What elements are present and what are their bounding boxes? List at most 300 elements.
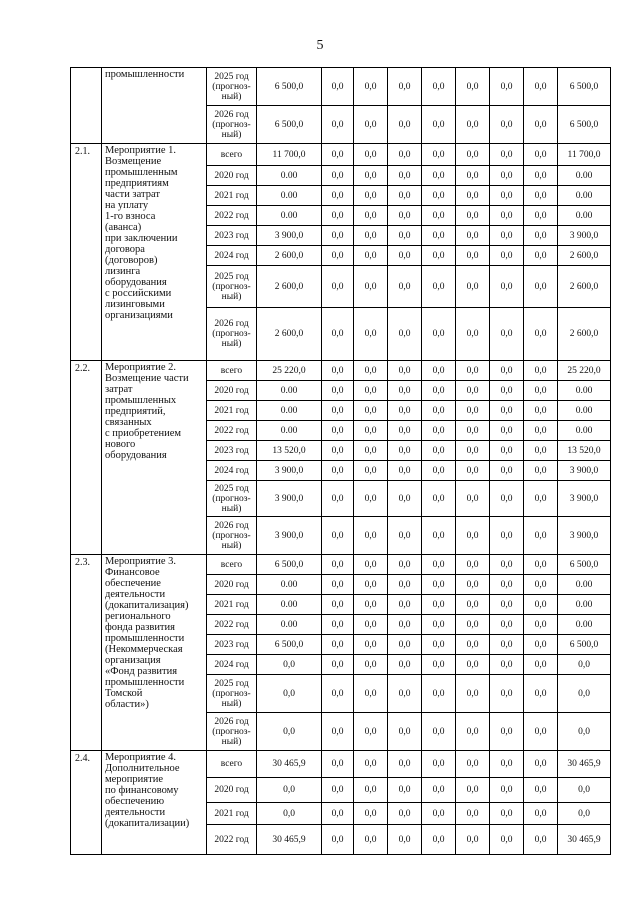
value-cell: 0,0 bbox=[524, 461, 558, 481]
value-cell: 0,0 bbox=[354, 266, 388, 308]
value-cell: 0,0 bbox=[456, 481, 490, 517]
value-cell: 0,0 bbox=[456, 713, 490, 751]
value-cell: 0,0 bbox=[354, 713, 388, 751]
value-cell: 0,0 bbox=[524, 68, 558, 106]
value-cell: 0,0 bbox=[322, 575, 354, 595]
value-cell: 0.00 bbox=[558, 595, 611, 615]
value-cell: 0,0 bbox=[524, 595, 558, 615]
value-cell: 0,0 bbox=[354, 381, 388, 401]
value-cell: 0,0 bbox=[354, 106, 388, 144]
year-cell: 2020 год bbox=[207, 778, 257, 803]
value-cell: 0,0 bbox=[456, 595, 490, 615]
value-cell: 0,0 bbox=[524, 421, 558, 441]
year-cell: 2024 год bbox=[207, 655, 257, 675]
value-cell: 0,0 bbox=[388, 166, 422, 186]
value-cell: 0,0 bbox=[388, 186, 422, 206]
value-cell: 0,0 bbox=[456, 825, 490, 855]
value-cell: 0.00 bbox=[257, 595, 322, 615]
value-cell: 0,0 bbox=[354, 441, 388, 461]
value-cell: 0,0 bbox=[490, 461, 524, 481]
value-cell: 0,0 bbox=[490, 575, 524, 595]
value-cell: 0,0 bbox=[524, 226, 558, 246]
value-cell: 3 900,0 bbox=[558, 226, 611, 246]
value-cell: 0,0 bbox=[388, 106, 422, 144]
value-cell: 0,0 bbox=[322, 615, 354, 635]
value-cell: 0,0 bbox=[422, 421, 456, 441]
value-cell: 0,0 bbox=[422, 517, 456, 555]
value-cell: 0,0 bbox=[524, 481, 558, 517]
value-cell: 0,0 bbox=[490, 517, 524, 555]
value-cell: 30 465,9 bbox=[257, 751, 322, 778]
value-cell: 0,0 bbox=[322, 381, 354, 401]
value-cell: 0,0 bbox=[524, 144, 558, 166]
value-cell: 0,0 bbox=[388, 751, 422, 778]
value-cell: 13 520,0 bbox=[558, 441, 611, 461]
year-cell: 2024 год bbox=[207, 246, 257, 266]
value-cell: 0,0 bbox=[490, 166, 524, 186]
value-cell: 0,0 bbox=[354, 825, 388, 855]
value-cell: 6 500,0 bbox=[257, 555, 322, 575]
value-cell: 0,0 bbox=[490, 68, 524, 106]
value-cell: 0,0 bbox=[322, 713, 354, 751]
value-cell: 0,0 bbox=[354, 186, 388, 206]
value-cell: 6 500,0 bbox=[257, 106, 322, 144]
item-number bbox=[71, 68, 102, 144]
value-cell: 0,0 bbox=[354, 166, 388, 186]
value-cell: 0,0 bbox=[322, 555, 354, 575]
year-cell: 2020 год bbox=[207, 166, 257, 186]
value-cell: 0,0 bbox=[558, 713, 611, 751]
value-cell: 0,0 bbox=[422, 555, 456, 575]
value-cell: 0,0 bbox=[354, 246, 388, 266]
value-cell: 0.00 bbox=[257, 615, 322, 635]
value-cell: 6 500,0 bbox=[558, 555, 611, 575]
value-cell: 25 220,0 bbox=[558, 361, 611, 381]
value-cell: 0,0 bbox=[422, 675, 456, 713]
item-name: Мероприятие 4. Дополнительное мероприятие по финансовому обеспечению деятельности (докапитализации) bbox=[102, 751, 207, 855]
value-cell: 0,0 bbox=[456, 186, 490, 206]
value-cell: 0,0 bbox=[388, 144, 422, 166]
value-cell: 0,0 bbox=[422, 713, 456, 751]
item-number: 2.4. bbox=[71, 751, 102, 855]
value-cell: 0,0 bbox=[388, 615, 422, 635]
year-cell: 2024 год bbox=[207, 461, 257, 481]
value-cell: 2 600,0 bbox=[558, 308, 611, 361]
value-cell: 0,0 bbox=[490, 675, 524, 713]
value-cell: 0,0 bbox=[456, 751, 490, 778]
value-cell: 0,0 bbox=[388, 266, 422, 308]
value-cell: 6 500,0 bbox=[257, 68, 322, 106]
value-cell: 0,0 bbox=[456, 246, 490, 266]
year-cell: 2025 год (прогноз- ный) bbox=[207, 481, 257, 517]
value-cell: 0,0 bbox=[257, 675, 322, 713]
value-cell: 2 600,0 bbox=[558, 246, 611, 266]
value-cell: 0,0 bbox=[388, 655, 422, 675]
value-cell: 0,0 bbox=[456, 381, 490, 401]
value-cell: 0,0 bbox=[490, 555, 524, 575]
year-cell: 2026 год (прогноз- ный) bbox=[207, 106, 257, 144]
value-cell: 0.00 bbox=[558, 615, 611, 635]
value-cell: 0,0 bbox=[322, 186, 354, 206]
value-cell: 0,0 bbox=[456, 615, 490, 635]
year-cell: 2026 год (прогноз- ный) bbox=[207, 308, 257, 361]
year-cell: 2026 год (прогноз- ный) bbox=[207, 713, 257, 751]
value-cell: 0,0 bbox=[388, 595, 422, 615]
value-cell: 0,0 bbox=[354, 68, 388, 106]
year-cell: 2025 год (прогноз- ный) bbox=[207, 675, 257, 713]
value-cell: 0,0 bbox=[456, 517, 490, 555]
value-cell: 0,0 bbox=[490, 206, 524, 226]
value-cell: 0,0 bbox=[524, 266, 558, 308]
value-cell: 0,0 bbox=[456, 166, 490, 186]
value-cell: 2 600,0 bbox=[558, 266, 611, 308]
value-cell: 0,0 bbox=[524, 615, 558, 635]
value-cell: 0,0 bbox=[422, 381, 456, 401]
table-row bbox=[71, 68, 611, 106]
value-cell: 0,0 bbox=[388, 226, 422, 246]
table-row bbox=[71, 144, 611, 166]
value-cell: 0,0 bbox=[388, 401, 422, 421]
value-cell: 0,0 bbox=[490, 751, 524, 778]
value-cell: 0,0 bbox=[456, 308, 490, 361]
year-cell: 2021 год bbox=[207, 803, 257, 825]
value-cell: 2 600,0 bbox=[257, 308, 322, 361]
value-cell: 0,0 bbox=[422, 246, 456, 266]
year-cell: 2020 год bbox=[207, 381, 257, 401]
value-cell: 6 500,0 bbox=[558, 106, 611, 144]
value-cell: 0,0 bbox=[388, 555, 422, 575]
value-cell: 0,0 bbox=[524, 825, 558, 855]
item-number: 2.2. bbox=[71, 361, 102, 555]
value-cell: 0,0 bbox=[322, 226, 354, 246]
value-cell: 0,0 bbox=[322, 441, 354, 461]
value-cell: 0,0 bbox=[490, 655, 524, 675]
value-cell: 0,0 bbox=[490, 186, 524, 206]
value-cell: 0,0 bbox=[490, 803, 524, 825]
item-name: Мероприятие 1. Возмещение промышленным предприятиям части затрат на уплату 1-го взноса (аванса) при заключении договора (договоров) лизинга оборудования с российскими лизинговыми организациями bbox=[102, 144, 207, 361]
value-cell: 11 700,0 bbox=[257, 144, 322, 166]
item-number: 2.1. bbox=[71, 144, 102, 361]
value-cell: 0,0 bbox=[422, 803, 456, 825]
value-cell: 0,0 bbox=[490, 713, 524, 751]
value-cell: 3 900,0 bbox=[257, 226, 322, 246]
value-cell: 0.00 bbox=[558, 381, 611, 401]
value-cell: 30 465,9 bbox=[558, 825, 611, 855]
value-cell: 0,0 bbox=[322, 401, 354, 421]
value-cell: 0.00 bbox=[558, 575, 611, 595]
value-cell: 6 500,0 bbox=[257, 635, 322, 655]
value-cell: 0,0 bbox=[388, 441, 422, 461]
value-cell: 6 500,0 bbox=[558, 635, 611, 655]
value-cell: 0,0 bbox=[422, 575, 456, 595]
value-cell: 0,0 bbox=[354, 803, 388, 825]
value-cell: 0,0 bbox=[456, 441, 490, 461]
table-row bbox=[71, 361, 611, 381]
value-cell: 0,0 bbox=[388, 803, 422, 825]
value-cell: 0,0 bbox=[388, 481, 422, 517]
value-cell: 0,0 bbox=[490, 226, 524, 246]
value-cell: 0,0 bbox=[524, 186, 558, 206]
value-cell: 0,0 bbox=[322, 635, 354, 655]
value-cell: 0,0 bbox=[490, 266, 524, 308]
value-cell: 0,0 bbox=[322, 675, 354, 713]
value-cell: 0,0 bbox=[322, 144, 354, 166]
value-cell: 0,0 bbox=[354, 675, 388, 713]
table-row bbox=[71, 751, 611, 778]
value-cell: 0,0 bbox=[354, 615, 388, 635]
value-cell: 0,0 bbox=[388, 206, 422, 226]
value-cell: 0,0 bbox=[257, 655, 322, 675]
value-cell: 0,0 bbox=[422, 461, 456, 481]
value-cell: 0,0 bbox=[456, 555, 490, 575]
value-cell: 0,0 bbox=[422, 106, 456, 144]
value-cell: 0,0 bbox=[322, 655, 354, 675]
value-cell: 0,0 bbox=[456, 803, 490, 825]
item-name: Мероприятие 2. Возмещение части затрат промышленных предприятий, связанных с приобретением нового оборудования bbox=[102, 361, 207, 555]
year-cell: 2022 год bbox=[207, 206, 257, 226]
item-number: 2.3. bbox=[71, 555, 102, 751]
value-cell: 0,0 bbox=[388, 68, 422, 106]
value-cell: 0,0 bbox=[456, 226, 490, 246]
value-cell: 0,0 bbox=[524, 713, 558, 751]
value-cell: 0,0 bbox=[354, 751, 388, 778]
value-cell: 0,0 bbox=[524, 166, 558, 186]
value-cell: 13 520,0 bbox=[257, 441, 322, 461]
value-cell: 0,0 bbox=[490, 615, 524, 635]
value-cell: 0.00 bbox=[257, 421, 322, 441]
value-cell: 0,0 bbox=[490, 401, 524, 421]
value-cell: 0,0 bbox=[524, 555, 558, 575]
year-cell: 2025 год (прогноз- ный) bbox=[207, 68, 257, 106]
value-cell: 0,0 bbox=[354, 226, 388, 246]
value-cell: 0,0 bbox=[422, 226, 456, 246]
value-cell: 0,0 bbox=[422, 361, 456, 381]
value-cell: 11 700,0 bbox=[558, 144, 611, 166]
value-cell: 0,0 bbox=[388, 517, 422, 555]
page-number: 5 bbox=[316, 38, 324, 53]
value-cell: 0.00 bbox=[257, 166, 322, 186]
year-cell: 2021 год bbox=[207, 186, 257, 206]
value-cell: 3 900,0 bbox=[257, 517, 322, 555]
value-cell: 3 900,0 bbox=[558, 517, 611, 555]
value-cell: 0,0 bbox=[322, 361, 354, 381]
value-cell: 0,0 bbox=[388, 421, 422, 441]
year-cell: всего bbox=[207, 555, 257, 575]
value-cell: 0,0 bbox=[422, 635, 456, 655]
value-cell: 0,0 bbox=[490, 144, 524, 166]
value-cell: 0,0 bbox=[490, 635, 524, 655]
value-cell: 2 600,0 bbox=[257, 246, 322, 266]
value-cell: 0,0 bbox=[524, 803, 558, 825]
value-cell: 0,0 bbox=[456, 461, 490, 481]
value-cell: 0,0 bbox=[388, 361, 422, 381]
value-cell: 0,0 bbox=[456, 106, 490, 144]
year-cell: 2021 год bbox=[207, 401, 257, 421]
value-cell: 0,0 bbox=[354, 481, 388, 517]
value-cell: 0.00 bbox=[558, 401, 611, 421]
value-cell: 0,0 bbox=[322, 166, 354, 186]
budget-table bbox=[70, 67, 611, 855]
value-cell: 0,0 bbox=[490, 246, 524, 266]
value-cell: 0,0 bbox=[322, 266, 354, 308]
value-cell: 0.00 bbox=[558, 206, 611, 226]
value-cell: 0,0 bbox=[524, 206, 558, 226]
value-cell: 0,0 bbox=[388, 381, 422, 401]
value-cell: 0,0 bbox=[524, 381, 558, 401]
value-cell: 0,0 bbox=[422, 401, 456, 421]
value-cell: 25 220,0 bbox=[257, 361, 322, 381]
value-cell: 3 900,0 bbox=[257, 481, 322, 517]
value-cell: 0,0 bbox=[422, 206, 456, 226]
value-cell: 0,0 bbox=[524, 675, 558, 713]
value-cell: 0,0 bbox=[422, 615, 456, 635]
value-cell: 0,0 bbox=[456, 144, 490, 166]
year-cell: 2021 год bbox=[207, 595, 257, 615]
value-cell: 0,0 bbox=[354, 778, 388, 803]
value-cell: 0,0 bbox=[490, 106, 524, 144]
year-cell: 2023 год bbox=[207, 635, 257, 655]
value-cell: 30 465,9 bbox=[257, 825, 322, 855]
value-cell: 0,0 bbox=[490, 421, 524, 441]
value-cell: 0,0 bbox=[388, 246, 422, 266]
value-cell: 0,0 bbox=[524, 778, 558, 803]
value-cell: 0,0 bbox=[354, 595, 388, 615]
value-cell: 0,0 bbox=[322, 106, 354, 144]
value-cell: 0,0 bbox=[422, 595, 456, 615]
value-cell: 0,0 bbox=[322, 421, 354, 441]
value-cell: 0,0 bbox=[422, 655, 456, 675]
value-cell: 0,0 bbox=[322, 206, 354, 226]
value-cell: 0,0 bbox=[456, 635, 490, 655]
value-cell: 0,0 bbox=[456, 266, 490, 308]
value-cell: 0,0 bbox=[490, 595, 524, 615]
value-cell: 0,0 bbox=[322, 461, 354, 481]
value-cell: 0,0 bbox=[524, 517, 558, 555]
value-cell: 0.00 bbox=[257, 401, 322, 421]
value-cell: 0,0 bbox=[322, 778, 354, 803]
value-cell: 0,0 bbox=[422, 68, 456, 106]
value-cell: 0,0 bbox=[490, 825, 524, 855]
value-cell: 0,0 bbox=[322, 825, 354, 855]
value-cell: 0,0 bbox=[388, 575, 422, 595]
value-cell: 30 465,9 bbox=[558, 751, 611, 778]
value-cell: 0,0 bbox=[257, 778, 322, 803]
value-cell: 0,0 bbox=[422, 825, 456, 855]
value-cell: 0,0 bbox=[422, 751, 456, 778]
value-cell: 2 600,0 bbox=[257, 266, 322, 308]
value-cell: 0,0 bbox=[322, 68, 354, 106]
value-cell: 0,0 bbox=[524, 308, 558, 361]
value-cell: 0,0 bbox=[524, 361, 558, 381]
value-cell: 0,0 bbox=[456, 778, 490, 803]
value-cell: 0,0 bbox=[422, 308, 456, 361]
year-cell: 2020 год bbox=[207, 575, 257, 595]
value-cell: 3 900,0 bbox=[257, 461, 322, 481]
value-cell: 0,0 bbox=[558, 675, 611, 713]
value-cell: 0,0 bbox=[354, 517, 388, 555]
year-cell: 2026 год (прогноз- ный) bbox=[207, 517, 257, 555]
value-cell: 0,0 bbox=[322, 308, 354, 361]
value-cell: 0,0 bbox=[354, 421, 388, 441]
year-cell: всего bbox=[207, 361, 257, 381]
value-cell: 0,0 bbox=[490, 361, 524, 381]
value-cell: 3 900,0 bbox=[558, 481, 611, 517]
value-cell: 0,0 bbox=[388, 713, 422, 751]
value-cell: 0,0 bbox=[456, 206, 490, 226]
value-cell: 0,0 bbox=[422, 144, 456, 166]
value-cell: 0,0 bbox=[354, 144, 388, 166]
value-cell: 0,0 bbox=[524, 635, 558, 655]
year-cell: 2023 год bbox=[207, 226, 257, 246]
value-cell: 0,0 bbox=[354, 575, 388, 595]
value-cell: 0,0 bbox=[388, 308, 422, 361]
value-cell: 0,0 bbox=[490, 481, 524, 517]
value-cell: 0,0 bbox=[524, 246, 558, 266]
value-cell: 0,0 bbox=[422, 186, 456, 206]
value-cell: 0,0 bbox=[354, 206, 388, 226]
year-cell: 2023 год bbox=[207, 441, 257, 461]
value-cell: 0,0 bbox=[354, 361, 388, 381]
value-cell: 0,0 bbox=[388, 825, 422, 855]
value-cell: 0,0 bbox=[322, 595, 354, 615]
value-cell: 0,0 bbox=[422, 481, 456, 517]
item-name: промышленности bbox=[102, 68, 207, 144]
value-cell: 0,0 bbox=[456, 68, 490, 106]
value-cell: 0,0 bbox=[422, 166, 456, 186]
value-cell: 0,0 bbox=[354, 635, 388, 655]
year-cell: 2025 год (прогноз- ный) bbox=[207, 266, 257, 308]
value-cell: 0.00 bbox=[257, 206, 322, 226]
value-cell: 0,0 bbox=[322, 803, 354, 825]
value-cell: 0,0 bbox=[558, 778, 611, 803]
year-cell: всего bbox=[207, 751, 257, 778]
value-cell: 0,0 bbox=[524, 106, 558, 144]
year-cell: 2022 год bbox=[207, 421, 257, 441]
value-cell: 0.00 bbox=[558, 421, 611, 441]
value-cell: 0,0 bbox=[354, 461, 388, 481]
value-cell: 0,0 bbox=[490, 381, 524, 401]
item-name: Мероприятие 3. Финансовое обеспечение деятельности (докапитализация) регионального фонда развития промышленности (Некоммерческая организация «Фонд развития промышленности Томской области») bbox=[102, 555, 207, 751]
value-cell: 0,0 bbox=[388, 635, 422, 655]
value-cell: 0,0 bbox=[490, 441, 524, 461]
value-cell: 0,0 bbox=[388, 461, 422, 481]
value-cell: 0,0 bbox=[322, 481, 354, 517]
value-cell: 0,0 bbox=[524, 655, 558, 675]
value-cell: 0,0 bbox=[490, 778, 524, 803]
value-cell: 0.00 bbox=[257, 186, 322, 206]
value-cell: 0,0 bbox=[524, 401, 558, 421]
value-cell: 3 900,0 bbox=[558, 461, 611, 481]
year-cell: 2022 год bbox=[207, 615, 257, 635]
value-cell: 0,0 bbox=[524, 441, 558, 461]
value-cell: 0,0 bbox=[558, 803, 611, 825]
value-cell: 0,0 bbox=[524, 575, 558, 595]
value-cell: 0,0 bbox=[456, 361, 490, 381]
value-cell: 0,0 bbox=[322, 517, 354, 555]
value-cell: 6 500,0 bbox=[558, 68, 611, 106]
value-cell: 0,0 bbox=[422, 441, 456, 461]
value-cell: 0,0 bbox=[456, 421, 490, 441]
value-cell: 0,0 bbox=[422, 266, 456, 308]
value-cell: 0,0 bbox=[354, 555, 388, 575]
value-cell: 0.00 bbox=[257, 575, 322, 595]
value-cell: 0,0 bbox=[524, 751, 558, 778]
value-cell: 0,0 bbox=[388, 675, 422, 713]
value-cell: 0,0 bbox=[354, 308, 388, 361]
value-cell: 0,0 bbox=[354, 655, 388, 675]
value-cell: 0,0 bbox=[422, 778, 456, 803]
value-cell: 0,0 bbox=[490, 308, 524, 361]
